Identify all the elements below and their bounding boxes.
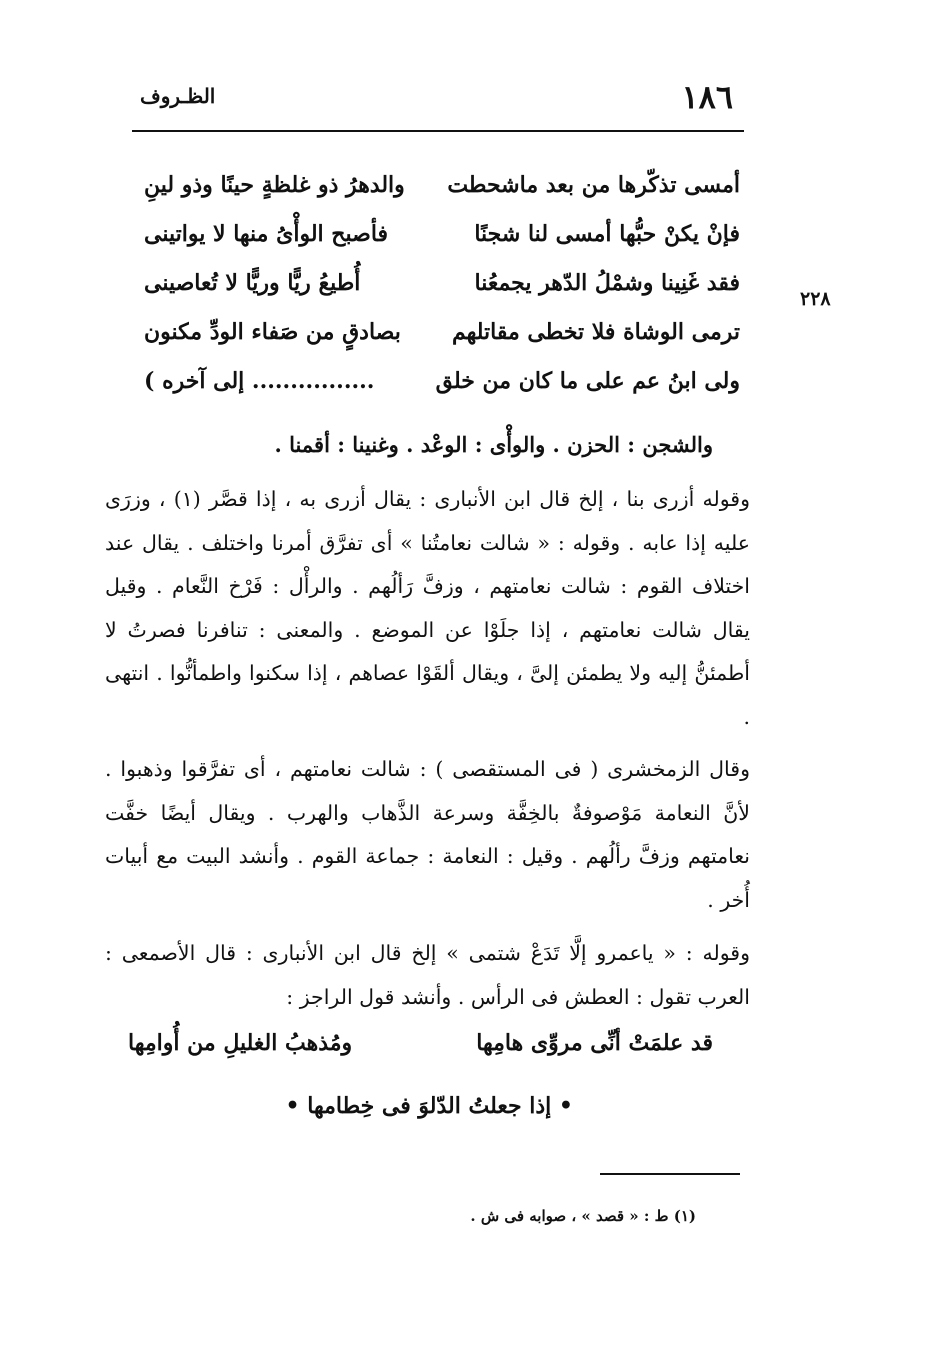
verse-second-hemistich: فأصبح الوأْىُ منها لا يواتينى bbox=[144, 221, 389, 247]
rajaz-first-hemistich: قد علمَتْ أنِّى مروِّى هامِها bbox=[476, 1030, 713, 1056]
footnote-rule bbox=[600, 1173, 740, 1175]
verse-row bbox=[130, 221, 740, 270]
verse-row bbox=[130, 172, 740, 221]
commentary-paragraph: وقوله : « ياعمرو إلَّا تَدَعْ شتمى » إلخ قال ابن الأنبارى : قال الأصمعى : العرب تقول : العطش فى الرأس . وأنشد قول الراجز : bbox=[105, 941, 750, 1009]
footnote: (١) ط : « قصد » ، صوابه فى ش . bbox=[470, 1207, 696, 1225]
commentary-paragraph: وقوله أزرى بنا ، إلخ قال ابن الأنبارى : يقال أزرى به ، إذا قصَّر (١) ، وزرَى عليه إذا عابه . وقوله : « شالت نعامتُنا » أى تفرَّق أمرنا واختلف . يقال عند اختلاف القوم : شالت نعامتهم ، وزفَّ رَألُهم . والرأْل : فَرْخ النَّعام . وقيل يقال شالت نعامتهم ، إذا جلَوْا عن الموضع . والمعنى : تنافرنا فصرتُ لا أطمئنُّ إليه ولا يطمئن إلىَّ ، ويقال ألقَوْا عصاهم ، إذا سكنوا واطمأنُّوا . انتهى . bbox=[105, 487, 750, 729]
commentary-paragraph: وقال الزمخشرى ( فى المستقصى ) : شالت نعامتهم ، أى تفرَّقوا وذهبوا . لأنَّ النعامة مَوْصوفةٌ بالخِفَّة وسرعة الذَّهاب والهرب . ويقال أيضًا خفَّت نعامتهم وزفَّ رألُهم . وقيل : النعامة : جماعة القوم . وأنشد البيت مع أبيات أُخر . bbox=[105, 757, 750, 912]
verse-first-hemistich: فقد غَنِينا وشمْلُ الدّهر يجمعُنا bbox=[474, 270, 740, 296]
header-rule bbox=[132, 130, 744, 132]
rajaz-closing-line: • إذا جعلتُ الدّلوَ فى خِطامها • bbox=[285, 1093, 573, 1119]
verse-second-hemistich: بصادقٍ من صَفاء الودِّ مكنون bbox=[144, 319, 401, 345]
poem bbox=[130, 172, 740, 417]
page-header bbox=[120, 78, 745, 118]
verse-first-hemistich: أمسى تذكّرها من بعد ماشحطت bbox=[447, 172, 740, 198]
verse-first-hemistich: ولى ابنُ عم على ما كان من خلق bbox=[435, 368, 740, 394]
rajaz-verse bbox=[128, 1030, 713, 1078]
verse-second-hemistich: أُطيعُ ريًّا وريًّا لا تُعاصينى bbox=[144, 270, 361, 296]
verse-row bbox=[130, 368, 740, 417]
verse-row bbox=[130, 319, 740, 368]
verse-second-hemistich: ................ إلى آخره ) bbox=[144, 368, 375, 394]
running-title: الظـروف bbox=[140, 84, 216, 108]
verse-second-hemistich: والدهرُ ذو غلظةٍ حينًا وذو لينِ bbox=[144, 172, 405, 198]
verse-row bbox=[130, 270, 740, 319]
margin-reference: ٢٢٨ bbox=[800, 288, 831, 310]
rajaz-second-hemistich: ومُذهبُ الغليلِ من أُوامِها bbox=[128, 1030, 353, 1056]
verse-first-hemistich: فإنْ يكنْ حبُّها أمسى لنا شجنًا bbox=[474, 221, 740, 247]
gloss-line: والشجن : الحزن . والوأْى : الوعْد . وغنينا : أقمنا . bbox=[274, 432, 713, 457]
page-number: ١٨٦ bbox=[681, 78, 733, 116]
verse-first-hemistich: ترمى الوشاة فلا تخطى مقاتلهم bbox=[451, 319, 740, 345]
